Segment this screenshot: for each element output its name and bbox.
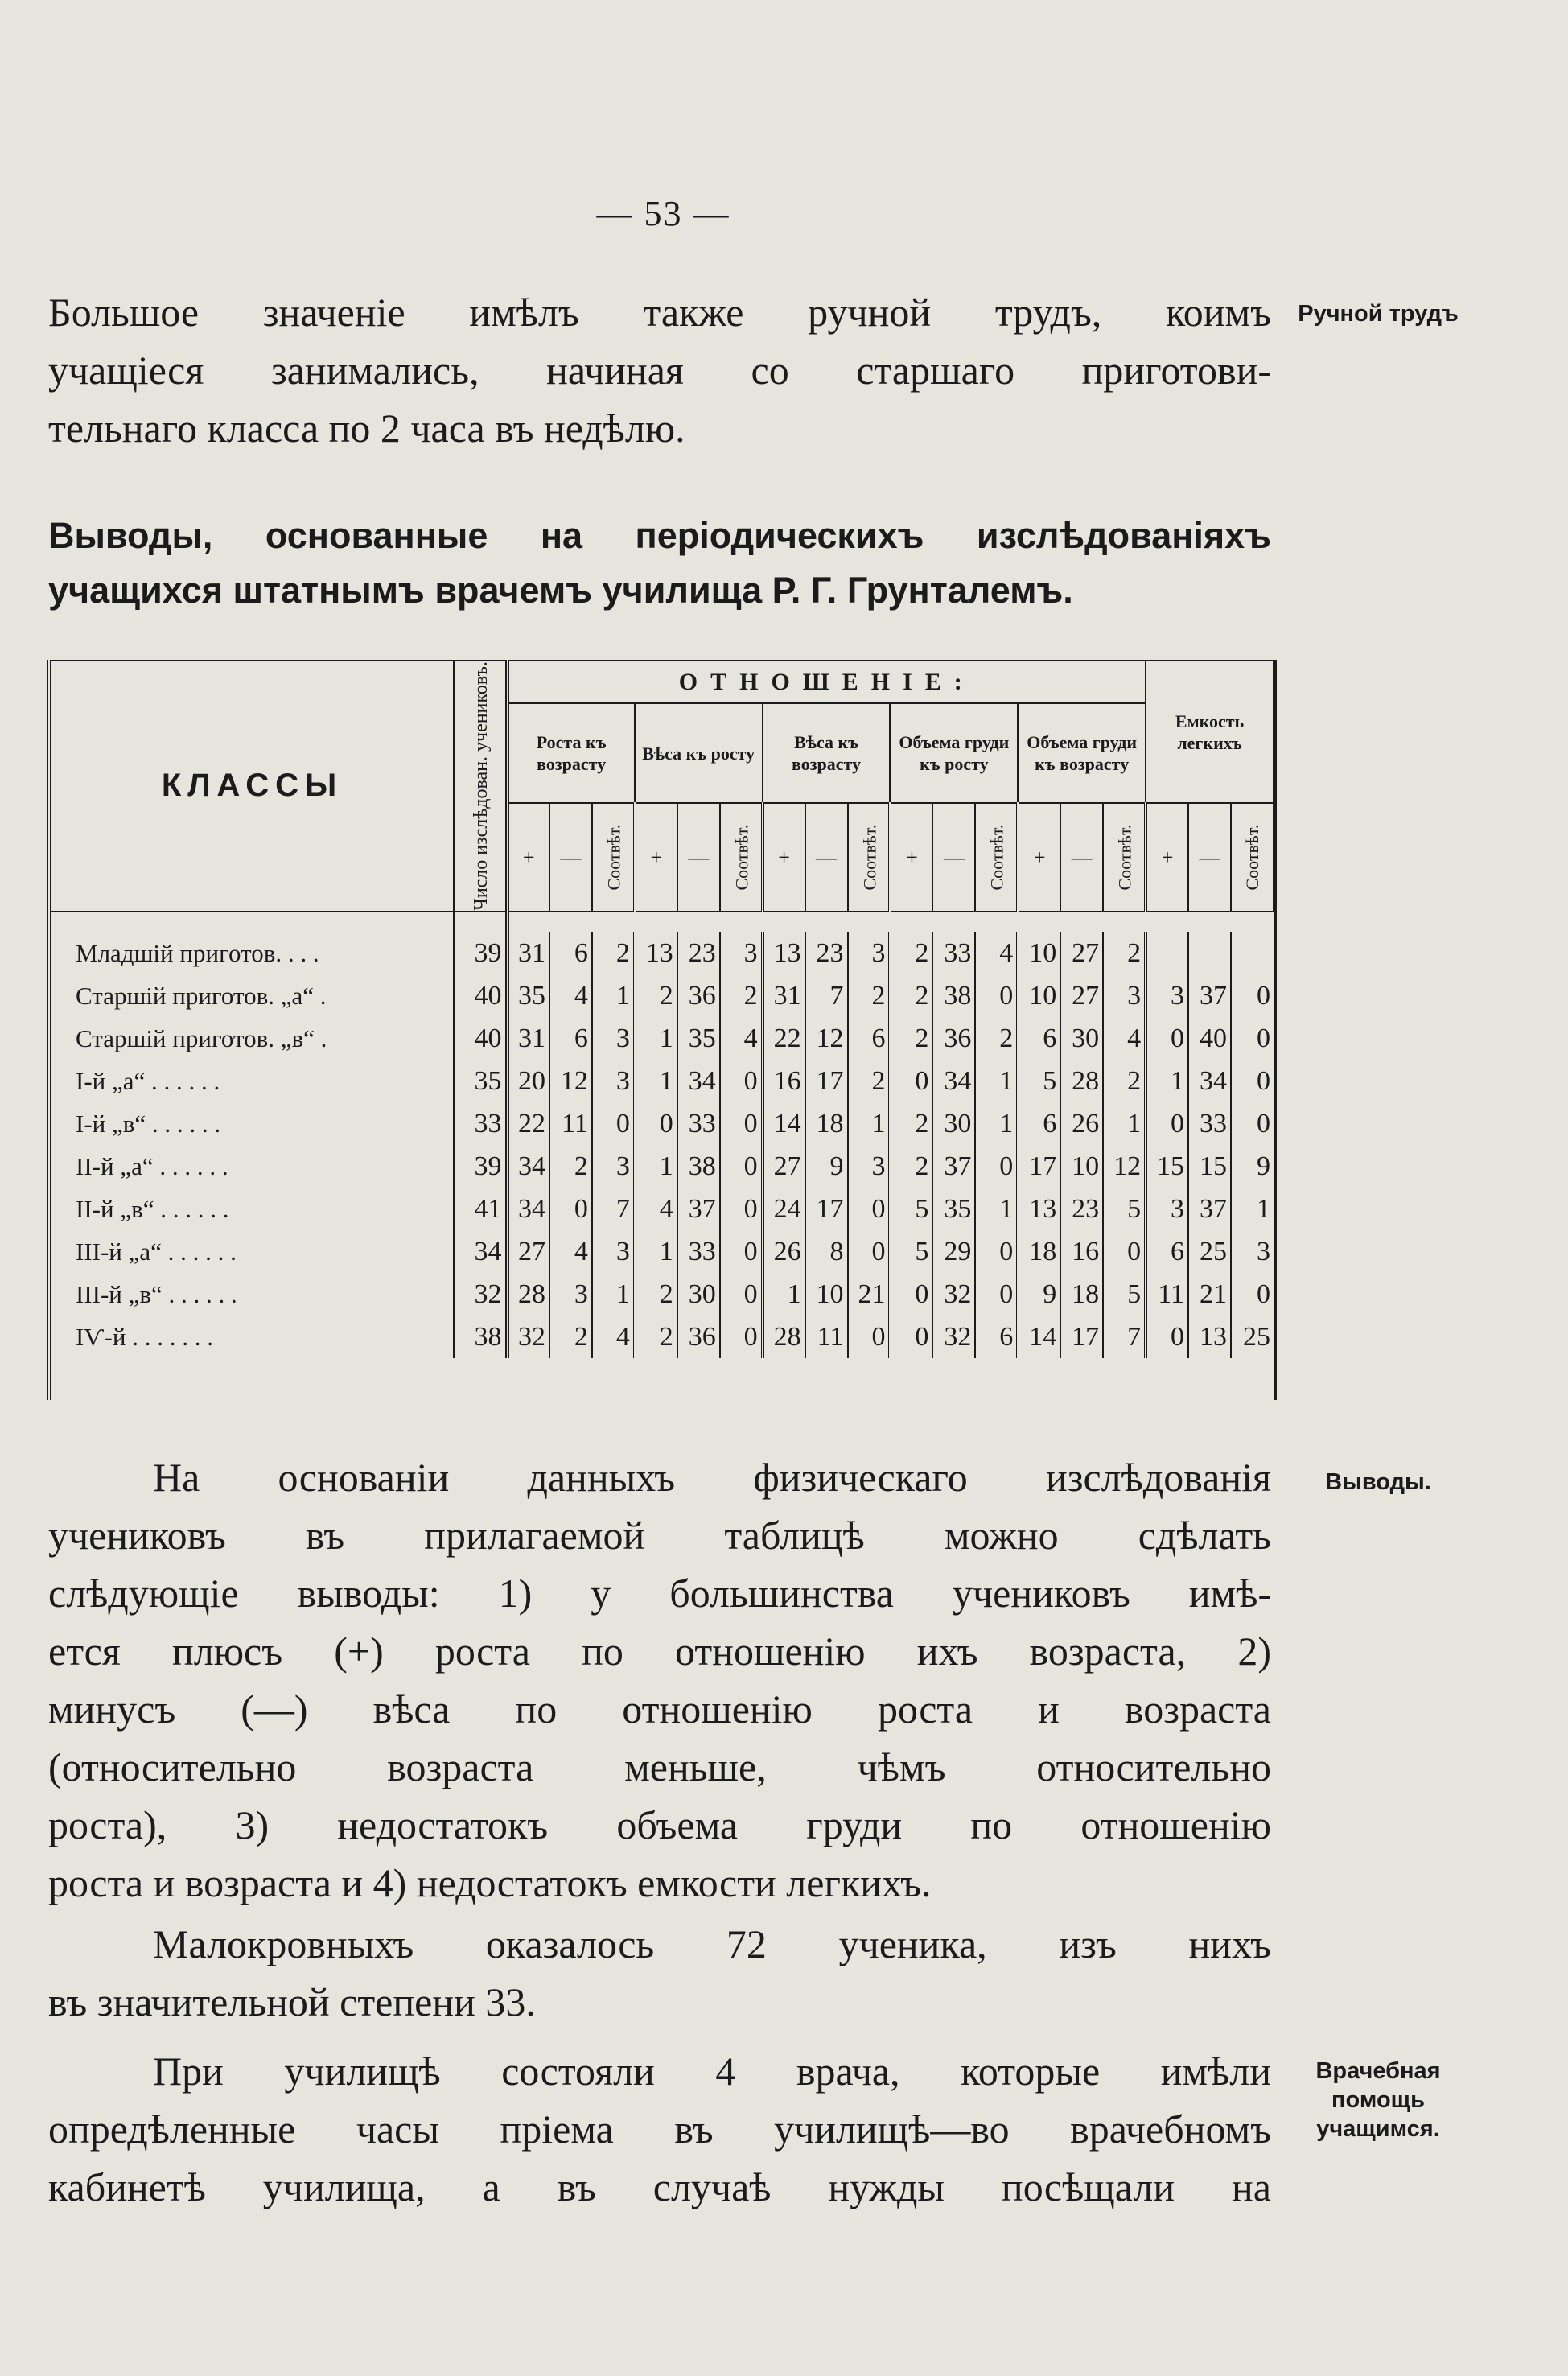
value-cell: 17 (805, 1060, 848, 1102)
value-cell: 34 (507, 1145, 549, 1188)
text-line: Малокровныхъ оказалось 72 ученика, изъ нихъ (153, 1921, 1271, 1966)
value-cell: 34 (932, 1060, 975, 1102)
value-cell: 4 (549, 1230, 592, 1273)
value-cell: 31 (507, 932, 549, 974)
value-cell: 3 (592, 1060, 635, 1102)
table-row (51, 1188, 1274, 1230)
value-cell: 10 (805, 1273, 848, 1316)
value-cell: 2 (549, 1316, 592, 1358)
value-cell: 4 (549, 974, 592, 1017)
table-row (51, 1316, 1274, 1358)
class-name-cell: ІІІ-й „в“ . . . . . . (76, 1279, 237, 1308)
value-cell: 6 (1018, 1102, 1060, 1145)
value-cell: 5 (890, 1230, 932, 1273)
minus-header: — (677, 803, 720, 912)
value-cell: 0 (720, 1230, 763, 1273)
value-cell: 11 (1146, 1273, 1188, 1316)
value-cell: 5 (1103, 1188, 1146, 1230)
value-cell: 1 (975, 1060, 1018, 1102)
value-cell: 0 (1231, 1017, 1274, 1060)
count-cell: 34 (454, 1230, 507, 1273)
class-name-cell: Старшій приготов. „а“ . (76, 981, 327, 1010)
value-cell: 4 (975, 932, 1018, 974)
value-cell: 38 (677, 1145, 720, 1188)
value-cell: 9 (1231, 1145, 1274, 1188)
value-cell: 33 (677, 1230, 720, 1273)
value-cell: 33 (1188, 1102, 1231, 1145)
text-line: слѣдующіе выводы: 1) у большинства учениковъ имѣ- (48, 1571, 1271, 1616)
value-cell (1231, 932, 1274, 974)
minus-header: — (549, 803, 592, 912)
table-row (51, 974, 1274, 1017)
margin-note-medical-help (1278, 2057, 1479, 2143)
count-cell: 35 (454, 1060, 507, 1102)
value-cell: 1 (592, 974, 635, 1017)
match-header: Соотвѣт. (1231, 803, 1274, 912)
text-line: въ значительной степени 33. (48, 1979, 536, 2024)
count-cell: 38 (454, 1316, 507, 1358)
text-line: (относительно возраста меньше, чѣмъ относительно (48, 1744, 1271, 1789)
value-cell: 37 (1188, 1188, 1231, 1230)
table-row (51, 1060, 1274, 1102)
classes-header: КЛАССЫ (51, 661, 454, 912)
value-cell: 31 (507, 1017, 549, 1060)
value-cell: 0 (549, 1188, 592, 1230)
margin-note-manual-labor: Ручной трудъ (1298, 301, 1459, 327)
text-line: ется плюсъ (+) роста по отношенію ихъ возраста, 2) (48, 1629, 1271, 1674)
value-cell: 1 (1146, 1060, 1188, 1102)
text-line: На основаніи данныхъ физическаго изслѣдованія (153, 1455, 1271, 1500)
section-heading (48, 509, 1271, 618)
value-cell: 6 (1018, 1017, 1060, 1060)
count-header: Число изслѣдован. учениковъ. (454, 661, 507, 912)
value-cell: 2 (720, 974, 763, 1017)
value-cell: 0 (1231, 1273, 1274, 1316)
value-cell: 5 (1103, 1273, 1146, 1316)
text-line: роста и возраста и 4) недостатокъ емкости легкихъ. (48, 1860, 932, 1905)
value-cell: 1 (975, 1188, 1018, 1230)
value-cell: 1 (635, 1060, 677, 1102)
count-cell: 32 (454, 1273, 507, 1316)
value-cell: 22 (763, 1017, 805, 1060)
value-cell: 2 (592, 932, 635, 974)
value-cell: 3 (720, 932, 763, 974)
class-name-cell: Старшій приготов. „в“ . (76, 1023, 327, 1052)
text-line: роста), 3) недостатокъ объема груди по отношенію (48, 1802, 1271, 1847)
count-cell: 40 (454, 974, 507, 1017)
value-cell: 23 (677, 932, 720, 974)
value-cell: 26 (763, 1230, 805, 1273)
value-cell: 6 (549, 1017, 592, 1060)
plus-header: + (1018, 803, 1060, 912)
value-cell: 0 (848, 1188, 891, 1230)
value-cell: 21 (848, 1273, 891, 1316)
value-cell: 23 (805, 932, 848, 974)
value-cell: 6 (848, 1017, 891, 1060)
text-line: учащіеся занимались, начиная со старшаго приготови- (48, 348, 1271, 393)
value-cell: 28 (1060, 1060, 1103, 1102)
value-cell: 27 (507, 1230, 549, 1273)
class-name-cell: І-й „а“ . . . . . . (76, 1066, 220, 1095)
text-line: При училищѣ состояли 4 врача, которые имѣли (153, 2049, 1271, 2094)
value-cell: 2 (890, 974, 932, 1017)
value-cell: 30 (1060, 1017, 1103, 1060)
value-cell: 37 (1188, 974, 1231, 1017)
value-cell: 32 (932, 1273, 975, 1316)
value-cell: 0 (635, 1102, 677, 1145)
value-cell: 24 (763, 1188, 805, 1230)
value-cell: 31 (763, 974, 805, 1017)
match-header: Соотвѣт. (848, 803, 891, 912)
doctors-paragraph (48, 2042, 1271, 2216)
value-cell: 3 (592, 1145, 635, 1188)
value-cell: 0 (1231, 1102, 1274, 1145)
value-cell: 23 (1060, 1188, 1103, 1230)
anemia-paragraph (48, 1915, 1271, 2031)
intro-paragraph (48, 283, 1271, 457)
table-row (51, 1102, 1274, 1145)
plus-header: + (763, 803, 805, 912)
value-cell: 40 (1188, 1017, 1231, 1060)
heading-line: Выводы, основанные на періодическихъ изслѣдованіяхъ (48, 515, 1271, 556)
value-cell: 3 (592, 1017, 635, 1060)
value-cell: 12 (549, 1060, 592, 1102)
text-line: опредѣленные часы пріема въ училищѣ—во врачебномъ (48, 2106, 1271, 2152)
value-cell: 2 (890, 1102, 932, 1145)
text-line: кабинетѣ училища, а въ случаѣ нужды посѣщали на (48, 2164, 1271, 2209)
value-cell: 1 (635, 1145, 677, 1188)
value-cell: 3 (1146, 1188, 1188, 1230)
value-cell: 12 (805, 1017, 848, 1060)
margin-note-line: помощь (1331, 2087, 1425, 2113)
relation-header: ОТНОШЕНІЕ: (507, 661, 1146, 703)
value-cell: 35 (507, 974, 549, 1017)
value-cell: 0 (890, 1316, 932, 1358)
count-cell: 39 (454, 932, 507, 974)
margin-note-line: Врачебная (1315, 2058, 1441, 2084)
group-header: Объема груди къ росту (890, 703, 1018, 803)
conclusions-paragraph (48, 1448, 1271, 1912)
value-cell: 2 (848, 1060, 891, 1102)
value-cell: 0 (890, 1060, 932, 1102)
value-cell: 0 (1146, 1017, 1188, 1060)
value-cell: 2 (549, 1145, 592, 1188)
value-cell: 2 (635, 1273, 677, 1316)
value-cell: 16 (1060, 1230, 1103, 1273)
value-cell: 5 (1018, 1060, 1060, 1102)
value-cell: 18 (805, 1102, 848, 1145)
group-header: Вѣса къ росту (635, 703, 763, 803)
value-cell: 1 (635, 1230, 677, 1273)
value-cell: 32 (932, 1316, 975, 1358)
statistics-table-frame (47, 660, 1277, 1400)
value-cell: 0 (848, 1230, 891, 1273)
match-header: Соотвѣт. (592, 803, 635, 912)
value-cell: 10 (1018, 932, 1060, 974)
statistics-table (51, 660, 1274, 1358)
minus-header: — (1188, 803, 1231, 912)
value-cell: 35 (677, 1017, 720, 1060)
value-cell: 34 (507, 1188, 549, 1230)
value-cell (1188, 932, 1231, 974)
value-cell: 8 (805, 1230, 848, 1273)
value-cell: 3 (1146, 974, 1188, 1017)
value-cell: 17 (1060, 1316, 1103, 1358)
value-cell: 0 (848, 1316, 891, 1358)
value-cell: 21 (1188, 1273, 1231, 1316)
table-row (51, 1017, 1274, 1060)
class-name-cell: ІѴ-й . . . . . . . (76, 1322, 213, 1351)
value-cell: 28 (507, 1273, 549, 1316)
table-row (51, 1230, 1274, 1273)
value-cell: 30 (677, 1273, 720, 1316)
value-cell: 17 (1018, 1145, 1060, 1188)
value-cell: 2 (1103, 1060, 1146, 1102)
value-cell: 26 (1060, 1102, 1103, 1145)
text-line: минусъ (—) вѣса по отношенію роста и возраста (48, 1686, 1271, 1732)
value-cell: 15 (1146, 1145, 1188, 1188)
group-header: Вѣса къ возрасту (763, 703, 891, 803)
value-cell: 33 (932, 932, 975, 974)
minus-header: — (932, 803, 975, 912)
value-cell: 7 (805, 974, 848, 1017)
count-cell: 33 (454, 1102, 507, 1145)
value-cell: 16 (763, 1060, 805, 1102)
value-cell: 0 (890, 1273, 932, 1316)
value-cell: 9 (805, 1145, 848, 1188)
value-cell: 6 (1146, 1230, 1188, 1273)
value-cell: 25 (1231, 1316, 1274, 1358)
plus-header: + (890, 803, 932, 912)
minus-header: — (805, 803, 848, 912)
group-header: Объема груди къ возрасту (1018, 703, 1146, 803)
value-cell: 27 (1060, 974, 1103, 1017)
value-cell: 0 (1231, 974, 1274, 1017)
page-number: — 53 — (596, 194, 730, 233)
value-cell: 1 (975, 1102, 1018, 1145)
value-cell: 3 (592, 1230, 635, 1273)
value-cell: 0 (720, 1316, 763, 1358)
value-cell: 28 (763, 1316, 805, 1358)
value-cell: 30 (932, 1102, 975, 1145)
value-cell: 2 (635, 974, 677, 1017)
value-cell: 18 (1060, 1273, 1103, 1316)
value-cell: 36 (677, 1316, 720, 1358)
class-name-cell: І-й „в“ . . . . . . (76, 1109, 221, 1138)
table-row (51, 1145, 1274, 1188)
value-cell: 0 (720, 1145, 763, 1188)
value-cell: 0 (720, 1060, 763, 1102)
count-cell: 40 (454, 1017, 507, 1060)
group-header: Роста къ возрасту (507, 703, 635, 803)
value-cell: 7 (592, 1188, 635, 1230)
value-cell (1146, 932, 1188, 974)
value-cell: 3 (848, 1145, 891, 1188)
heading-line: учащихся штатнымъ врачемъ училища Р. Г. Грунталемъ. (48, 570, 1073, 611)
value-cell: 1 (592, 1273, 635, 1316)
value-cell: 37 (677, 1188, 720, 1230)
margin-note-line: учащимся. (1316, 2116, 1440, 2142)
text-line: учениковъ въ прилагаемой таблицѣ можно сдѣлать (48, 1513, 1271, 1558)
minus-header: — (1060, 803, 1103, 912)
value-cell: 1 (1103, 1102, 1146, 1145)
value-cell: 32 (507, 1316, 549, 1358)
value-cell: 0 (720, 1188, 763, 1230)
value-cell: 2 (975, 1017, 1018, 1060)
table-row (51, 1273, 1274, 1316)
value-cell: 14 (1018, 1316, 1060, 1358)
value-cell: 34 (1188, 1060, 1231, 1102)
value-cell: 4 (592, 1316, 635, 1358)
value-cell: 1 (763, 1273, 805, 1316)
value-cell: 2 (890, 932, 932, 974)
value-cell: 0 (1103, 1230, 1146, 1273)
value-cell: 29 (932, 1230, 975, 1273)
value-cell: 4 (1103, 1017, 1146, 1060)
value-cell: 18 (1018, 1230, 1060, 1273)
plus-header: + (1146, 803, 1188, 912)
value-cell: 1 (848, 1102, 891, 1145)
value-cell: 5 (890, 1188, 932, 1230)
value-cell: 17 (805, 1188, 848, 1230)
value-cell: 13 (1188, 1316, 1231, 1358)
value-cell: 22 (507, 1102, 549, 1145)
count-cell: 39 (454, 1145, 507, 1188)
value-cell: 2 (890, 1017, 932, 1060)
value-cell: 13 (635, 932, 677, 974)
value-cell: 34 (677, 1060, 720, 1102)
plus-header: + (635, 803, 677, 912)
value-cell: 0 (1146, 1102, 1188, 1145)
value-cell: 13 (1018, 1188, 1060, 1230)
text-line: тельнаго класса по 2 часа въ недѣлю. (48, 406, 685, 451)
value-cell: 1 (635, 1017, 677, 1060)
value-cell: 14 (763, 1102, 805, 1145)
value-cell: 2 (848, 974, 891, 1017)
value-cell: 7 (1103, 1316, 1146, 1358)
value-cell: 11 (805, 1316, 848, 1358)
count-cell: 41 (454, 1188, 507, 1230)
margin-note-conclusions: Выводы. (1325, 1469, 1431, 1495)
value-cell: 0 (975, 1230, 1018, 1273)
value-cell: 3 (1231, 1230, 1274, 1273)
value-cell: 0 (720, 1102, 763, 1145)
value-cell: 0 (975, 1273, 1018, 1316)
value-cell: 1 (1231, 1188, 1274, 1230)
value-cell: 38 (932, 974, 975, 1017)
value-cell: 27 (763, 1145, 805, 1188)
value-cell: 2 (635, 1316, 677, 1358)
value-cell: 0 (1146, 1316, 1188, 1358)
value-cell: 15 (1188, 1145, 1231, 1188)
class-name-cell: ІІ-й „в“ . . . . . . (76, 1194, 229, 1223)
value-cell: 37 (932, 1145, 975, 1188)
value-cell: 6 (975, 1316, 1018, 1358)
value-cell: 35 (932, 1188, 975, 1230)
value-cell: 0 (1231, 1060, 1274, 1102)
value-cell: 2 (1103, 932, 1146, 974)
table-row (51, 932, 1274, 974)
value-cell: 0 (720, 1273, 763, 1316)
value-cell: 36 (932, 1017, 975, 1060)
value-cell: 10 (1060, 1145, 1103, 1188)
value-cell: 0 (975, 974, 1018, 1017)
value-cell: 13 (763, 932, 805, 974)
value-cell: 36 (677, 974, 720, 1017)
value-cell: 0 (592, 1102, 635, 1145)
value-cell: 4 (720, 1017, 763, 1060)
value-cell: 11 (549, 1102, 592, 1145)
value-cell: 27 (1060, 932, 1103, 974)
value-cell: 3 (549, 1273, 592, 1316)
match-header: Соотвѣт. (1103, 803, 1146, 912)
value-cell: 2 (890, 1145, 932, 1188)
class-name-cell: ІІ-й „а“ . . . . . . (76, 1151, 228, 1180)
text-line: Большое значеніе имѣлъ также ручной трудъ, коимъ (48, 290, 1271, 335)
match-header: Соотвѣт. (720, 803, 763, 912)
plus-header: + (507, 803, 549, 912)
class-name-cell: Младшій приготов. . . . (76, 938, 319, 967)
value-cell: 3 (848, 932, 891, 974)
value-cell: 33 (677, 1102, 720, 1145)
value-cell: 3 (1103, 974, 1146, 1017)
class-name-cell: ІІІ-й „а“ . . . . . . (76, 1237, 237, 1266)
value-cell: 4 (635, 1188, 677, 1230)
value-cell: 25 (1188, 1230, 1231, 1273)
value-cell: 12 (1103, 1145, 1146, 1188)
value-cell: 20 (507, 1060, 549, 1102)
value-cell: 0 (975, 1145, 1018, 1188)
group-header: Емкость легкихъ (1146, 661, 1274, 803)
value-cell: 10 (1018, 974, 1060, 1017)
match-header: Соотвѣт. (975, 803, 1018, 912)
value-cell: 6 (549, 932, 592, 974)
value-cell: 9 (1018, 1273, 1060, 1316)
